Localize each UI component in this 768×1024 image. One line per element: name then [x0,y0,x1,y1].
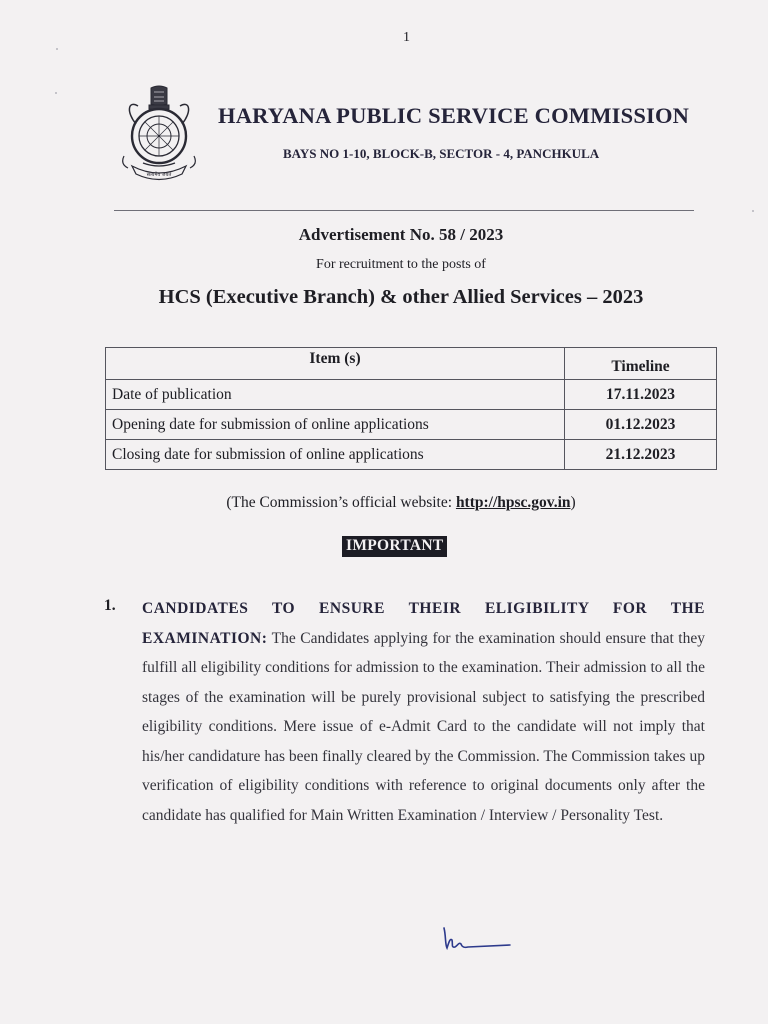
table-cell-date: 01.12.2023 [565,410,717,440]
signature-icon [440,918,516,954]
table-cell-date: 17.11.2023 [565,380,717,410]
paper-speck [56,48,58,50]
table-row [106,410,717,440]
section-number: 1. [104,597,116,614]
website-suffix: ) [570,494,576,511]
table-row [106,440,717,470]
page-number: 1 [403,30,410,45]
timeline-table [105,347,717,470]
recruitment-line: For recruitment to the posts of [316,257,486,272]
organization-name: HARYANA PUBLIC SERVICE COMMISSION [218,103,690,128]
section-paragraph [142,594,705,830]
hpsc-emblem-icon [118,84,200,188]
important-banner: IMPORTANT [342,536,447,557]
section-body: The Candidates applying for the examination should ensure that they fulfill all eligibility conditions for admission to the examination. Their admission to all the stages of the examination will be purely provisional subject to satisfying the prescribed eligibility conditions. Mere issue of e-Admit Card to the candidate will not imply that his/her candidature has been finally cleared by the Commission. The Commission takes up verification of eligibility conditions with reference to original documents only after the candidate has qualified for Main Written Examination / Interview / Personality Test. [142,629,705,824]
website-link[interactable]: http://hpsc.gov.in [455,494,571,511]
table-row [106,380,717,410]
paper-speck [55,92,57,94]
table-cell-item: Closing date for submission of online applications [106,440,565,470]
table-cell-item: Opening date for submission of online applications [106,410,565,440]
advertisement-number: Advertisement No. 58 / 2023 [298,225,504,244]
column-header-item: Item (s) [106,348,565,380]
website-line [0,494,768,512]
column-header-timeline: Timeline [565,348,717,380]
organization-address: BAYS NO 1-10, BLOCK-B, SECTOR - 4, PANCHKULA [283,146,600,161]
post-title: HCS (Executive Branch) & other Allied Services – 2023 [158,286,644,308]
emblem-motto: सत्यमेव जयते [146,172,172,178]
table-header-row [106,348,717,380]
website-prefix: (The Commission’s official website: [226,494,456,511]
table-cell-date: 21.12.2023 [565,440,717,470]
table-cell-item: Date of publication [106,380,565,410]
paper-speck [752,210,754,212]
header-divider [114,210,694,211]
section-heading: CANDIDATES TO ENSURE THEIR ELIGIBILITY FOR THE EXAMINATION: [142,600,705,647]
